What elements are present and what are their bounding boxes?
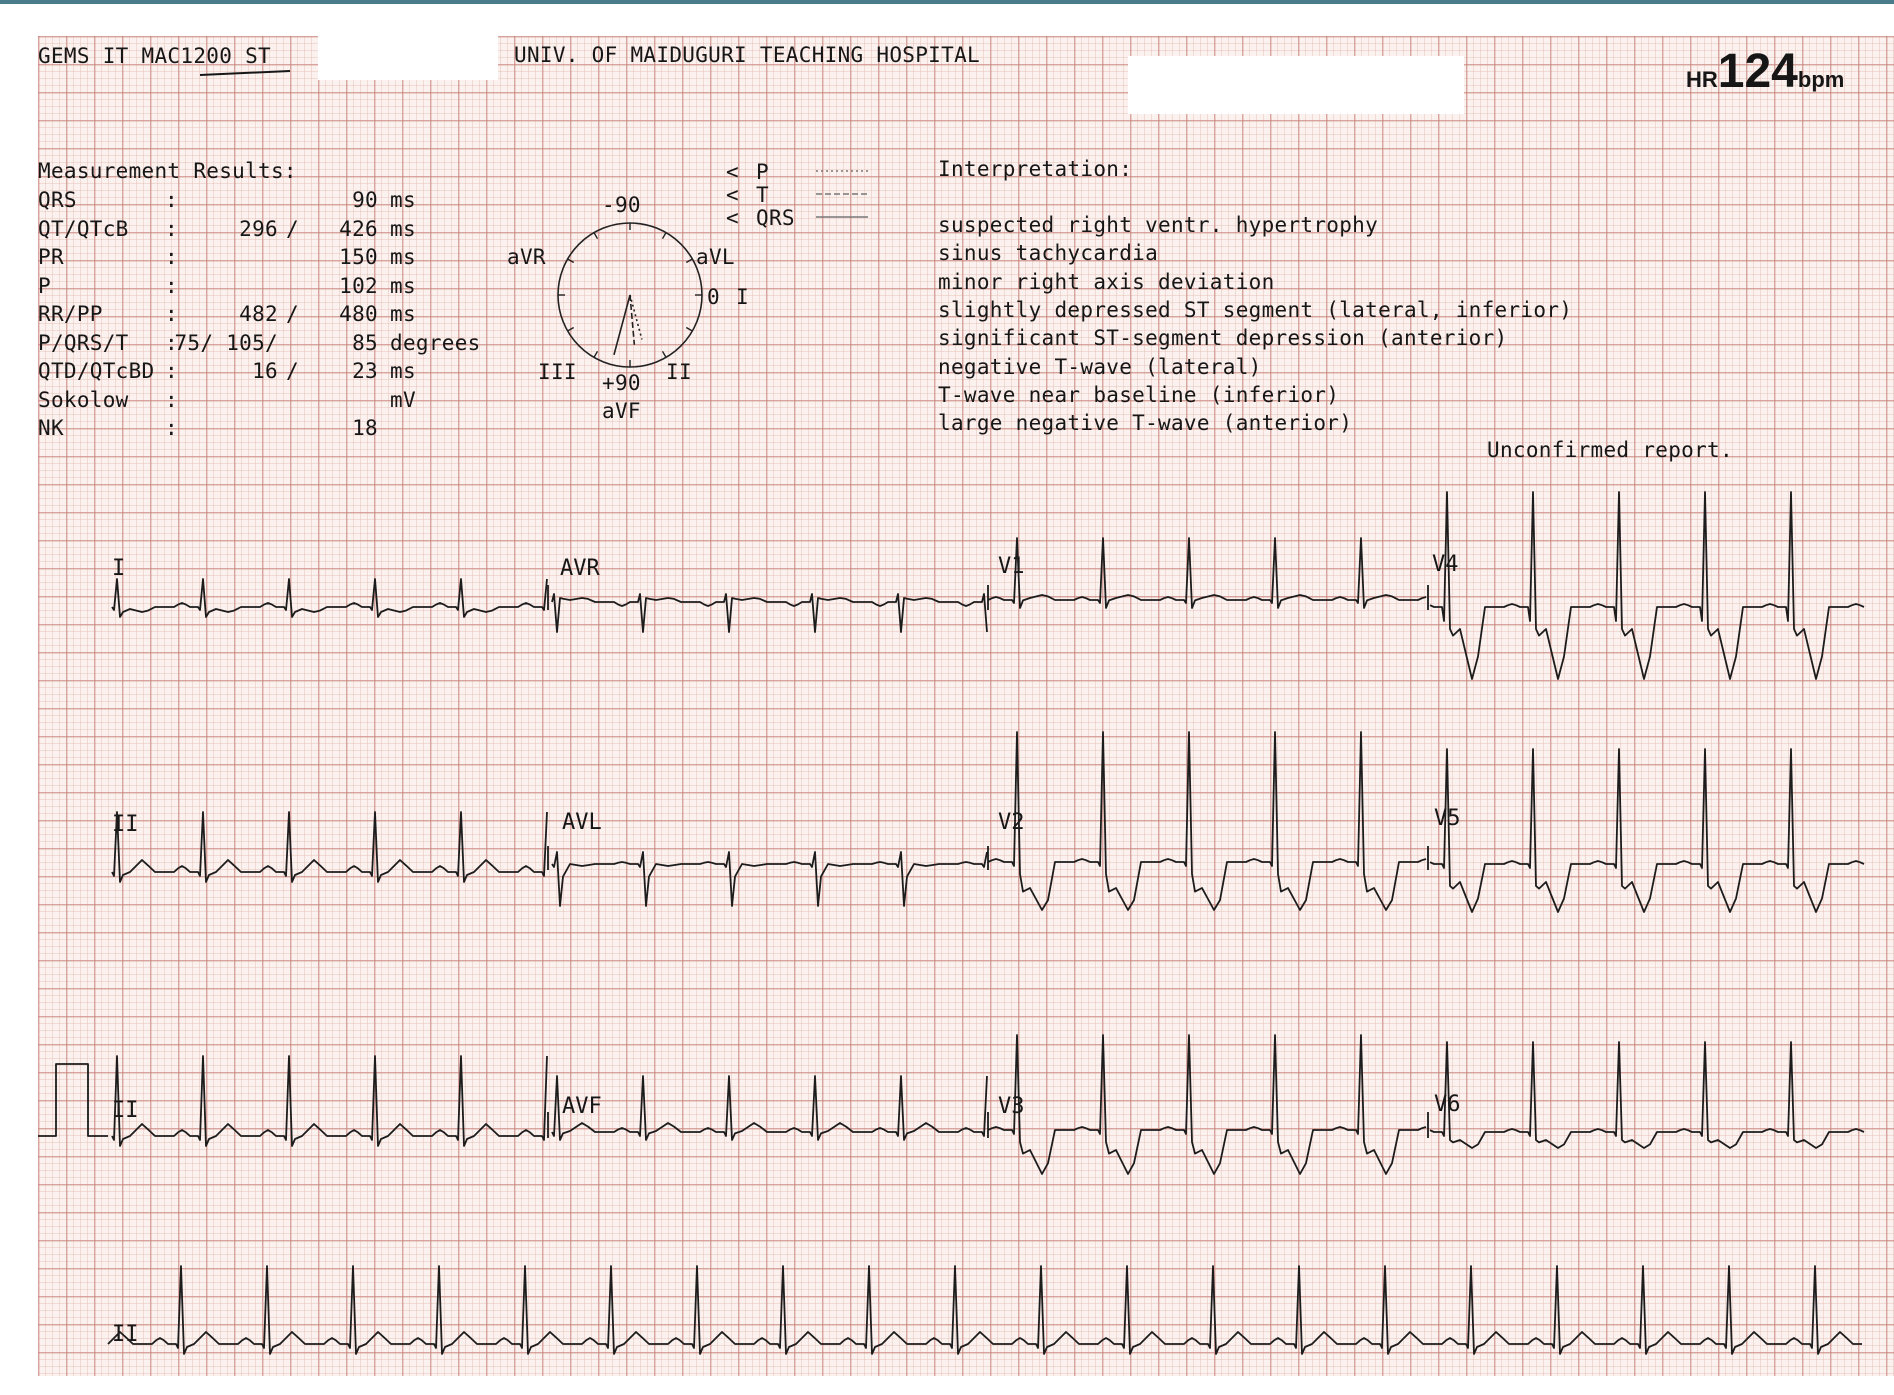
measurement-slash: / [286, 216, 299, 241]
axis-bottom-label: +90 [602, 371, 641, 395]
trace-v6 [1430, 1042, 1864, 1148]
interpretation-line: sinus tachycardia [938, 241, 1159, 266]
lead-label-v4: V4 [1432, 552, 1459, 577]
axis-top-label: -90 [602, 193, 641, 217]
measurement-v2: 150 [339, 245, 378, 269]
legend-arrow: < [726, 183, 739, 207]
interpretation-line: significant ST-segment depression (anterior) [938, 326, 1508, 351]
legend-label: QRS [756, 206, 795, 230]
lead-label-v3: V3 [998, 1094, 1025, 1119]
lead-label-v5: V5 [1434, 806, 1461, 831]
interpretation-title: Interpretation: [938, 157, 1133, 181]
measurement-v2: 18 [352, 416, 378, 440]
trace-avl [552, 852, 987, 906]
measurement-v2: 426 [339, 216, 378, 241]
axis-avf-label: aVF [602, 399, 641, 423]
lead-label-ii-row3: II [112, 1098, 139, 1123]
measurement-label: P/QRS/T [38, 330, 129, 355]
measurement-v2: 102 [339, 273, 378, 298]
lead-label-v1: V1 [998, 554, 1025, 579]
measurement-colon: : [165, 245, 178, 269]
hr-unit: bpm [1797, 67, 1845, 92]
measurement-slash: / [286, 302, 299, 326]
measurement-slash: / [286, 359, 299, 383]
measurement-label: QTD/QTcBD [38, 359, 155, 383]
trace-v2 [988, 732, 1426, 910]
trace-i [112, 579, 547, 617]
legend-arrow: < [726, 206, 739, 230]
measurement-colon: : [165, 216, 178, 241]
measurement-unit: mV [390, 387, 416, 412]
measurement-v2: 480 [339, 302, 378, 326]
lead-label-rhythm: II [112, 1322, 139, 1347]
measurement-v2: 23 [352, 359, 378, 383]
measurement-colon: : [165, 302, 178, 326]
trace-ii [112, 812, 547, 882]
measurement-unit: ms [390, 302, 416, 326]
measurement-unit: degrees [390, 330, 481, 355]
measurement-colon: : [165, 330, 178, 355]
trace-v4 [1430, 492, 1864, 679]
measurement-v1: 75/ 105/ [174, 330, 278, 355]
trace-avf [552, 1076, 987, 1140]
axis-lead-ii-label: II [666, 360, 692, 384]
lead-label-ii: II [112, 812, 139, 837]
calibration-pulse [38, 1064, 108, 1136]
measurement-unit: ms [390, 216, 416, 241]
interpretation-line: slightly depressed ST segment (lateral, inferior) [938, 297, 1573, 322]
lead-label-v2: V2 [998, 810, 1025, 835]
measurement-v2: 90 [352, 188, 378, 212]
lead-label-avf: AVF [562, 1094, 602, 1119]
device-name: GEMS IT MAC1200 ST [38, 44, 271, 68]
measurement-unit: ms [390, 359, 416, 383]
measurement-colon: : [165, 273, 178, 298]
measurement-label: Sokolow [38, 387, 129, 412]
measurement-label: QRS [38, 188, 77, 212]
lead-label-i: I [112, 556, 126, 581]
interpretation-line: minor right axis deviation [938, 269, 1275, 294]
measurement-v1: 482 [239, 302, 278, 326]
measurement-label: P [38, 273, 51, 298]
axis-zero-label: 0 [707, 285, 720, 309]
axis-avr-label: aVR [507, 245, 546, 269]
measurement-v1: 16 [252, 359, 278, 383]
measurement-v2: 85 [352, 330, 378, 355]
interpretation-line: suspected right ventr. hypertrophy [938, 213, 1379, 237]
axis-lead-i-label: I [736, 285, 749, 309]
measurement-v1: 296 [239, 216, 278, 241]
trace-v3 [988, 1035, 1426, 1174]
measurement-colon: : [165, 387, 178, 412]
interpretation-line: T-wave near baseline (inferior) [938, 382, 1340, 407]
trace-avr [552, 594, 987, 632]
legend-arrow: < [726, 160, 739, 184]
trace-ii-row3 [112, 1056, 547, 1146]
lead-label-avl: AVL [562, 810, 602, 835]
measurement-unit: ms [390, 245, 416, 269]
measurement-label: RR/PP [38, 302, 103, 326]
lead-label-v6: V6 [1434, 1092, 1461, 1117]
legend-label: P [756, 160, 769, 184]
axis-lead-iii-label: III [538, 360, 577, 384]
measurement-colon: : [165, 416, 178, 440]
lead-label-avr: AVR [560, 556, 600, 581]
hr-value: 124 [1717, 45, 1798, 98]
measurement-unit: ms [390, 273, 416, 298]
interpretation-line: large negative T-wave (anterior) [938, 411, 1353, 436]
measurement-label: NK [38, 416, 64, 440]
measurement-colon: : [165, 188, 178, 212]
measurement-unit: ms [390, 188, 416, 212]
measurement-colon: : [165, 359, 178, 383]
hospital-name: UNIV. OF MAIDUGURI TEACHING HOSPITAL [514, 43, 980, 67]
interpretation-line: negative T-wave (lateral) [938, 354, 1262, 379]
axis-avl-label: aVL [696, 245, 735, 269]
report-status: Unconfirmed report. [1487, 438, 1733, 462]
measurement-label: PR [38, 245, 64, 269]
measurement-label: QT/QTcB [38, 216, 129, 241]
hr-label: HR [1686, 67, 1718, 92]
trace-v1 [988, 538, 1426, 608]
measurements-title: Measurement Results: [38, 159, 297, 183]
legend-label: T [756, 183, 769, 207]
trace-rhythm-ii [108, 1266, 1862, 1354]
trace-v5 [1430, 749, 1864, 912]
